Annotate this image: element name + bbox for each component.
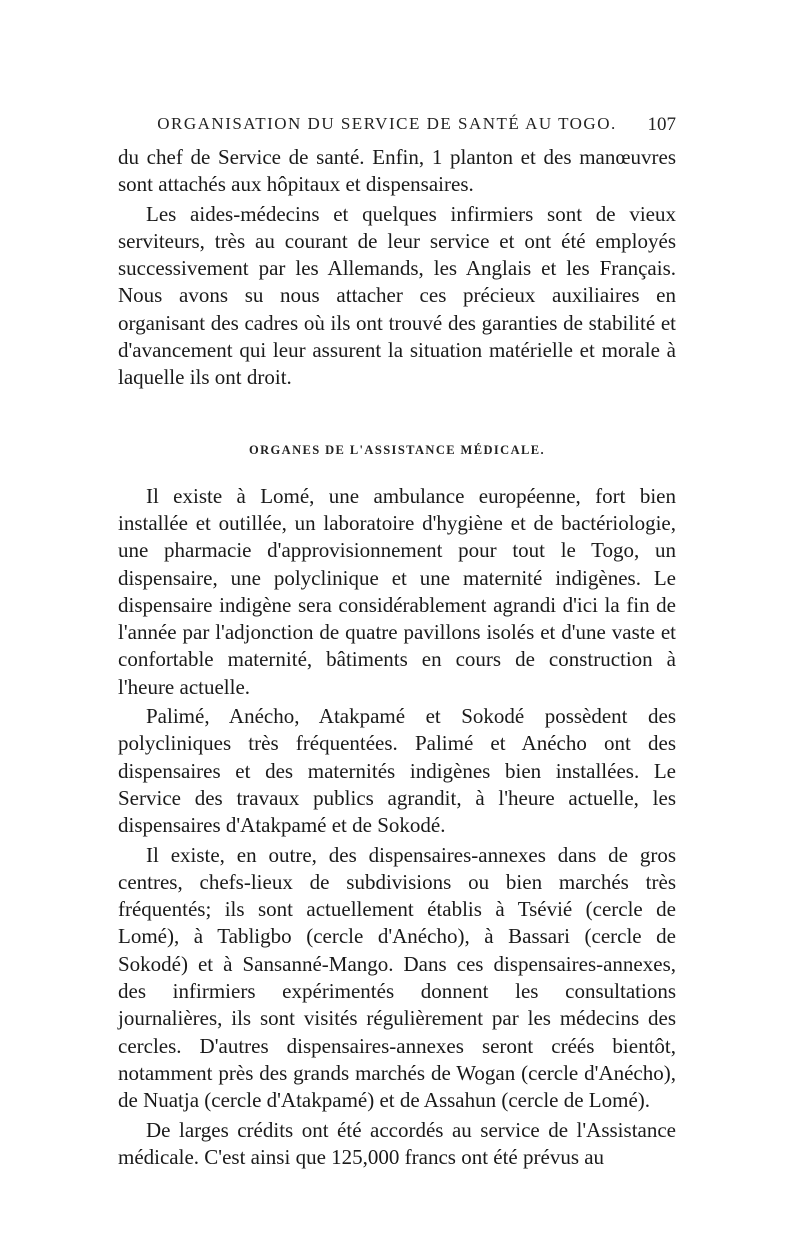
- page-number: 107: [647, 114, 676, 135]
- paragraph-credits: De larges crédits ont été accordés au service de l'Assistance médicale. C'est ainsi que 125,000 francs ont été prévus au: [118, 1117, 676, 1169]
- running-head: [118, 114, 676, 144]
- paragraph-lome: Il existe à Lomé, une ambulance européenne, fort bien installée et outillée, un laboratoire d'hygiène et de bactériologie, une pharmacie d'approvisionnement pour tout le Togo, un dispensaire, une polyclinique et une maternité indigènes. Le dispensaire indigène sera considérablement agrandi d'ici la fin de l'année par l'adjonction de quatre pavillons isolés et d'une vaste et confortable maternité, bâtiments en cours de construction à l'heure actuelle.: [118, 483, 676, 699]
- paragraph-polycliniques: Palimé, Anécho, Atakpamé et Sokodé possèdent des polycliniques très fréquentées. Palimé et Anécho ont des dispensaires et des maternités indigènes bien installées. Le Service des travaux publics agrandit, à l'heure actuelle, les dispensaires d'Atakpamé et de Sokodé.: [118, 704, 676, 838]
- running-head-title: ORGANISATION DU SERVICE DE SANTÉ AU TOGO.: [157, 114, 617, 133]
- section-heading: ORGANES DE L'ASSISTANCE MÉDICALE.: [248, 442, 546, 457]
- paragraph-continued: du chef de Service de santé. Enfin, 1 planton et des manœuvres sont attachés aux hôpitaux et dispensaires.: [118, 145, 676, 197]
- paragraph-aides-medecins: Les aides-médecins et quelques infirmiers sont de vieux serviteurs, très au courant de leur service et ont été employés successivement par les Allemands, les Anglais et les Français. Nous avons su nous attacher ces précieux auxiliaires en organisant des cadres où ils ont trouvé des garanties de stabilité et d'avancement qui leur assurent la situation matérielle et morale à laquelle ils ont droit.: [118, 201, 676, 390]
- paragraph-dispensaires-annexes: Il existe, en outre, des dispensaires-annexes dans de gros centres, chefs-lieux de subdivisions ou bien marchés très fréquentés; ils sont actuellement établis à Tsévié (cercle de Lomé), à Tabligbo (cercle d'Anécho), à Bassari (cercle de Sokodé) et à Sansanné-Mango. Dans ces dispensaires-annexes, des infirmiers expérimentés donnent les consultations journalières, ils sont visités régulièrement par les médecins des cercles. D'autres dispensaires-annexes seront créés bientôt, notamment près des grands marchés de Wogan (cercle d'Anécho), de Nuatja (cercle d'Atakpamé) et de Assahun (cercle de Lomé).: [118, 842, 676, 1113]
- book-page: [118, 114, 676, 1171]
